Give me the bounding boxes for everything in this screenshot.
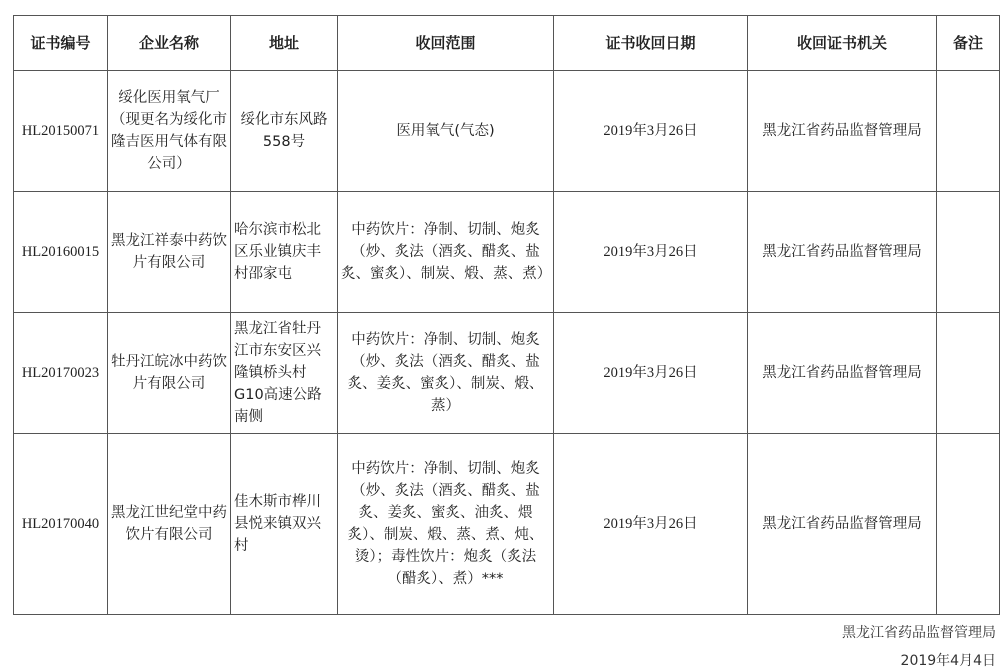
cert-no-cell: HL20170040 xyxy=(14,434,108,615)
table-row xyxy=(14,434,1000,615)
header-date: 证书收回日期 xyxy=(554,16,748,71)
date-cell: 2019年3月26日 xyxy=(554,71,748,192)
company-cell: 牡丹江皖冰中药饮片有限公司 xyxy=(108,313,231,434)
address-cell: 黑龙江省牡丹江市东安区兴隆镇桥头村G10高速公路南侧 xyxy=(231,313,338,434)
company-cell: 绥化医用氧气厂（现更名为绥化市隆吉医用气体有限公司） xyxy=(108,71,231,192)
remark-cell xyxy=(937,313,1000,434)
authority-cell: 黑龙江省药品监督管理局 xyxy=(748,313,937,434)
remark-cell xyxy=(937,434,1000,615)
scope-cell: 中药饮片：净制、切制、炮炙（炒、炙法（酒炙、醋炙、盐炙、姜炙、蜜炙）、制炭、煅、蒸） xyxy=(338,313,554,434)
address-cell: 哈尔滨市松北区乐业镇庆丰村邵家屯 xyxy=(231,192,338,313)
table-row xyxy=(14,71,1000,192)
footer-organization: 黑龙江省药品监督管理局 xyxy=(842,625,996,641)
certificate-table xyxy=(13,15,1000,615)
date-cell: 2019年3月26日 xyxy=(554,192,748,313)
company-cell: 黑龙江祥泰中药饮片有限公司 xyxy=(108,192,231,313)
authority-cell: 黑龙江省药品监督管理局 xyxy=(748,434,937,615)
header-row xyxy=(14,16,1000,71)
header-remark: 备注 xyxy=(937,16,1000,71)
address-cell: 绥化市东风路558号 xyxy=(231,71,338,192)
header-authority: 收回证书机关 xyxy=(748,16,937,71)
cert-no-cell: HL20150071 xyxy=(14,71,108,192)
authority-cell: 黑龙江省药品监督管理局 xyxy=(748,71,937,192)
header-address: 地址 xyxy=(231,16,338,71)
footer-date: 2019年4月4日 xyxy=(900,653,996,669)
table-row xyxy=(14,313,1000,434)
date-cell: 2019年3月26日 xyxy=(554,434,748,615)
header-cert-no: 证书编号 xyxy=(14,16,108,71)
table-row xyxy=(14,192,1000,313)
scope-cell: 中药饮片：净制、切制、炮炙（炒、炙法（酒炙、醋炙、盐炙、蜜炙）、制炭、煅、蒸、煮） xyxy=(338,192,554,313)
scope-cell: 医用氧气(气态) xyxy=(338,71,554,192)
scope-cell: 中药饮片：净制、切制、炮炙（炒、炙法（酒炙、醋炙、盐炙、姜炙、蜜炙、油炙、煨炙）、制炭、煅、蒸、煮、炖、烫）；毒性饮片：炮炙（炙法（醋炙）、煮）*** xyxy=(338,434,554,615)
authority-cell: 黑龙江省药品监督管理局 xyxy=(748,192,937,313)
cert-no-cell: HL20170023 xyxy=(14,313,108,434)
header-company: 企业名称 xyxy=(108,16,231,71)
remark-cell xyxy=(937,192,1000,313)
remark-cell xyxy=(937,71,1000,192)
company-cell: 黑龙江世纪堂中药饮片有限公司 xyxy=(108,434,231,615)
address-cell: 佳木斯市桦川县悦来镇双兴村 xyxy=(231,434,338,615)
date-cell: 2019年3月26日 xyxy=(554,313,748,434)
cert-no-cell: HL20160015 xyxy=(14,192,108,313)
header-scope: 收回范围 xyxy=(338,16,554,71)
